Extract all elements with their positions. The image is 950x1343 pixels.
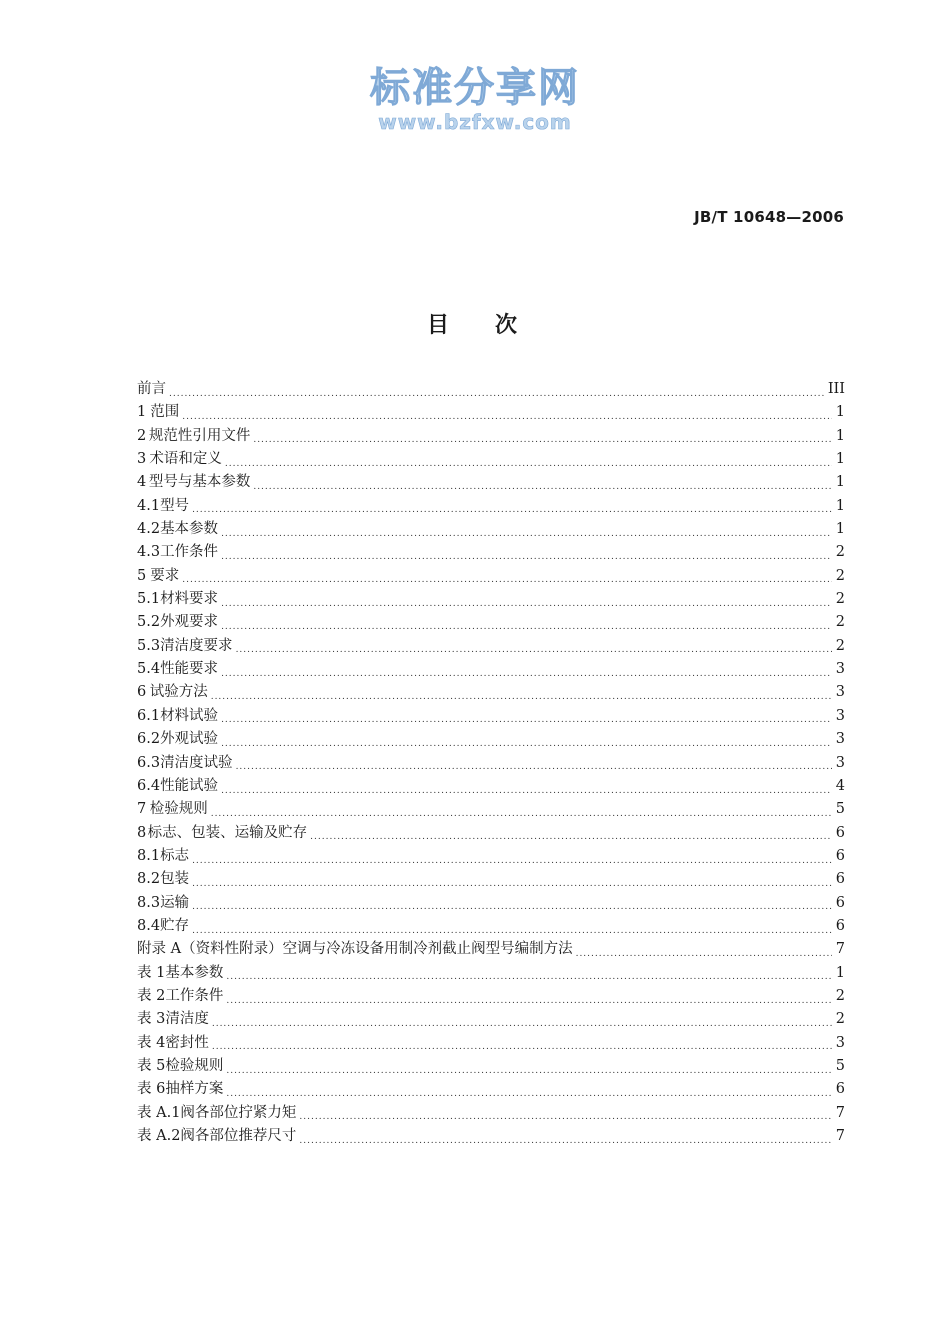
toc-entry-number: 8.3 (137, 894, 161, 911)
toc-entry-page: 7 (835, 1128, 845, 1144)
toc-dot-leader (236, 637, 832, 655)
toc-entry-number: 表 6 (137, 1081, 166, 1098)
toc-entry-number: 表 5 (137, 1057, 166, 1074)
toc-entry-page: 2 (835, 637, 845, 654)
toc-dot-leader (221, 707, 832, 725)
toc-entry-number: 4.3 (137, 544, 161, 561)
toc-entry (137, 425, 845, 448)
toc-entry-page: 2 (835, 987, 845, 1004)
toc-dot-leader (221, 614, 832, 632)
toc-entry-label: 要求 (150, 567, 180, 584)
toc-entry-page: 7 (835, 1104, 845, 1121)
toc-dot-leader (226, 1081, 832, 1099)
toc-entry-page: 1 (835, 404, 845, 421)
toc-entry-page: 1 (835, 427, 845, 444)
toc-dot-leader (226, 988, 832, 1006)
toc-dot-leader (221, 591, 832, 609)
toc-entry-number: 表 4 (137, 1034, 166, 1051)
toc-entry (137, 962, 845, 985)
toc-entry-page: 6 (835, 917, 845, 934)
toc-entry-label: 工作条件 (160, 544, 219, 561)
toc-entry-label: 贮存 (160, 917, 190, 934)
toc-title: 目次 (426, 313, 563, 338)
toc-dot-leader (192, 894, 832, 912)
toc-entry (137, 401, 845, 424)
toc-entry-page: 2 (835, 1011, 845, 1028)
toc-entry (137, 681, 845, 704)
toc-entry-number: 8.1 (137, 847, 161, 864)
toc-entry-number: 8.2 (137, 871, 161, 888)
toc-entry-page: 1 (835, 521, 845, 538)
toc-entry-number: 3 (137, 451, 147, 468)
toc-entry-number: 表 A.1 (137, 1104, 181, 1121)
toc-entry-label: 密封性 (165, 1034, 209, 1051)
toc-entry-label: 检验规则 (149, 801, 208, 818)
toc-entry-label: 外观要求 (160, 614, 219, 631)
toc-dot-leader (221, 544, 832, 562)
toc-entry-label: 标志、包装、运输及贮存 (147, 824, 308, 841)
toc-entry (137, 798, 845, 821)
toc-dot-leader (253, 474, 832, 492)
toc-entry-page: 2 (835, 544, 845, 561)
toc-dot-leader (253, 427, 832, 445)
toc-entry (137, 565, 845, 588)
toc-dot-leader (192, 848, 832, 866)
toc-entry-number: 1 (137, 404, 147, 421)
toc-dot-leader (221, 521, 832, 539)
toc-entry-page: 3 (835, 754, 845, 771)
toc-dot-leader (299, 1104, 832, 1122)
toc-dot-leader (221, 661, 832, 679)
toc-entry (137, 1078, 845, 1101)
toc-dot-leader (221, 778, 832, 796)
toc-entry-number: 6.3 (137, 754, 161, 771)
toc-entry-page: 3 (835, 684, 845, 701)
toc-entry-number: 5.4 (137, 661, 161, 678)
toc-entry (137, 541, 845, 564)
toc-entry (137, 985, 845, 1008)
toc-entry (137, 915, 845, 938)
toc-entry-label: 材料要求 (160, 591, 219, 608)
toc-entry-number: 4 (137, 474, 147, 491)
toc-dot-leader (211, 801, 832, 819)
toc-entry (137, 518, 845, 541)
toc-entry-number: 表 1 (137, 964, 166, 981)
toc-entry-label: 试验方法 (149, 684, 208, 701)
toc-entry-label: 附录 A（资料性附录）空调与冷冻设备用制冷剂截止阀型号编制方法 (137, 941, 573, 958)
toc-entry (137, 588, 845, 611)
toc-entry-page: 2 (835, 614, 845, 631)
toc-entry-number: 4.2 (137, 521, 161, 538)
toc-entry (137, 868, 845, 891)
toc-entry-number: 6.2 (137, 731, 161, 748)
toc-dot-leader (212, 1011, 832, 1029)
toc-dot-leader (211, 684, 832, 702)
toc-entry-label: 阀各部位推荐尺寸 (180, 1128, 297, 1144)
toc-dot-leader (310, 824, 832, 842)
toc-dot-leader (225, 451, 832, 469)
toc-entry-page: III (827, 381, 845, 397)
toc-entry-page: 1 (835, 497, 845, 514)
toc-entry-page: 3 (835, 707, 845, 724)
toc-entry-page: 2 (835, 591, 845, 608)
toc-entry (137, 378, 845, 401)
toc-entry-page: 3 (835, 731, 845, 748)
toc-entry (137, 845, 845, 868)
toc-entry-label: 基本参数 (160, 521, 219, 538)
toc-entry-page: 3 (835, 1034, 845, 1051)
toc-entry-label: 范围 (150, 404, 180, 421)
toc-entry-page: 6 (835, 824, 845, 841)
toc-entry-number: 6.4 (137, 777, 161, 794)
toc-entry-page: 6 (835, 1081, 845, 1098)
toc-dot-leader (221, 731, 832, 749)
toc-entry-label: 型号 (160, 497, 190, 514)
toc-dot-leader (192, 497, 832, 515)
toc-entry (137, 728, 845, 751)
toc-entry-label: 标志 (160, 847, 190, 864)
toc-entry-label: 清洁度 (165, 1011, 209, 1028)
toc-entry (137, 822, 845, 845)
toc-entry (137, 752, 845, 775)
toc-dot-leader (192, 871, 832, 889)
toc-entry-label: 阀各部位拧紧力矩 (180, 1104, 297, 1121)
toc-entry-page: 1 (835, 964, 845, 981)
toc-entry-number: 5.3 (137, 637, 161, 654)
toc-entry (137, 938, 845, 961)
watermark-site-name: 标准分享网 (370, 65, 580, 111)
toc-dot-leader (299, 1128, 832, 1146)
toc-entry (137, 448, 845, 471)
toc-entry (137, 495, 845, 518)
toc-entry-page: 6 (835, 894, 845, 911)
toc-entry (137, 1055, 845, 1078)
toc-dot-leader (182, 567, 832, 585)
toc-dot-leader (212, 1034, 832, 1052)
table-of-contents (137, 378, 845, 1148)
toc-entry-page: 6 (835, 871, 845, 888)
toc-entry (137, 611, 845, 634)
toc-entry-page: 3 (835, 661, 845, 678)
toc-dot-leader (169, 381, 825, 399)
toc-dot-leader (226, 1058, 832, 1076)
toc-entry (137, 775, 845, 798)
toc-entry-page: 1 (835, 474, 845, 491)
toc-dot-leader (576, 941, 832, 959)
toc-entry-page: 7 (835, 941, 845, 958)
toc-entry-number: 5.2 (137, 614, 161, 631)
toc-entry-number: 5 (137, 567, 147, 584)
toc-entry-label: 包装 (160, 871, 190, 888)
toc-entry (137, 635, 845, 658)
toc-entry-page: 1 (835, 451, 845, 468)
toc-dot-leader (192, 918, 832, 936)
toc-entry-page: 5 (835, 801, 845, 818)
toc-entry-label: 性能试验 (160, 777, 219, 794)
toc-entry-label: 材料试验 (160, 707, 219, 724)
toc-entry-label: 外观试验 (160, 731, 219, 748)
toc-entry-number: 6.1 (137, 707, 161, 724)
toc-entry-number: 2 (137, 427, 147, 444)
toc-entry-label: 前言 (137, 381, 166, 397)
toc-entry-label: 运输 (160, 894, 190, 911)
toc-entry-number: 5.1 (137, 591, 161, 608)
toc-entry-page: 4 (835, 777, 845, 794)
toc-entry-label: 工作条件 (165, 987, 224, 1004)
toc-entry-number: 8 (137, 824, 147, 841)
toc-entry-label: 清洁度试验 (160, 754, 233, 771)
toc-entry-number: 表 3 (137, 1011, 166, 1028)
toc-entry-number: 8.4 (137, 917, 161, 934)
toc-entry-page: 6 (835, 847, 845, 864)
toc-entry (137, 892, 845, 915)
toc-entry-number: 4.1 (137, 497, 161, 514)
toc-entry-page: 5 (835, 1057, 845, 1074)
toc-entry-page: 2 (835, 567, 845, 584)
toc-entry-number: 7 (137, 801, 147, 818)
toc-entry (137, 1125, 845, 1148)
toc-dot-leader (182, 404, 832, 422)
toc-entry-label: 抽样方案 (165, 1081, 224, 1098)
toc-entry (137, 471, 845, 494)
toc-entry (137, 705, 845, 728)
toc-entry-number: 表 2 (137, 987, 166, 1004)
toc-entry-label: 基本参数 (165, 964, 224, 981)
toc-entry-label: 术语和定义 (149, 451, 222, 468)
toc-entry-number: 表 A.2 (137, 1128, 181, 1144)
watermark (0, 66, 950, 134)
watermark-url: www.bzfxw.com (378, 110, 572, 134)
toc-entry-number: 6 (137, 684, 147, 701)
toc-entry (137, 1102, 845, 1125)
toc-entry-label: 清洁度要求 (160, 637, 233, 654)
toc-entry (137, 1032, 845, 1055)
standard-code: JB/T 10648—2006 (694, 208, 844, 226)
toc-entry (137, 658, 845, 681)
toc-dot-leader (226, 964, 832, 982)
toc-dot-leader (236, 754, 832, 772)
toc-entry (137, 1008, 845, 1031)
toc-entry-label: 规范性引用文件 (148, 427, 251, 444)
toc-entry-label: 检验规则 (165, 1057, 224, 1074)
toc-entry-label: 型号与基本参数 (148, 474, 251, 491)
toc-entry-label: 性能要求 (160, 661, 219, 678)
